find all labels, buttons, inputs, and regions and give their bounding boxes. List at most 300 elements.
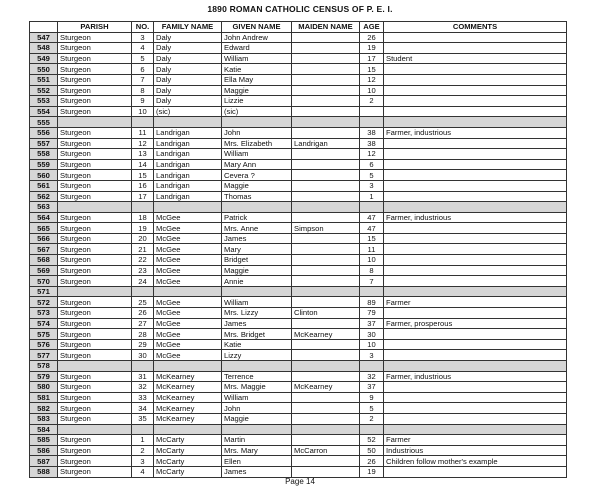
given-name-cell: Mrs. Maggie [222, 382, 292, 393]
age-cell [360, 286, 384, 297]
age-cell: 12 [360, 149, 384, 160]
number-cell: 5 [132, 53, 154, 64]
table-row [30, 308, 567, 319]
given-name-cell: Katie [222, 64, 292, 75]
age-cell: 10 [360, 85, 384, 96]
maiden-name-cell [292, 265, 360, 276]
comments-cell [384, 413, 567, 424]
age-cell: 2 [360, 413, 384, 424]
given-name-cell: Mrs. Mary [222, 445, 292, 456]
number-cell: 29 [132, 339, 154, 350]
page-footer: Page 14 [285, 477, 315, 486]
table-row [30, 392, 567, 403]
family-name-cell: McGee [154, 308, 222, 319]
comments-cell [384, 276, 567, 287]
family-name-cell: McCarty [154, 445, 222, 456]
given-name-cell: (sic) [222, 106, 292, 117]
comments-cell: Farmer, industrious [384, 371, 567, 382]
number-cell: 10 [132, 106, 154, 117]
row-number: 575 [30, 329, 58, 340]
row-number: 564 [30, 212, 58, 223]
parish-cell: Sturgeon [58, 413, 132, 424]
given-name-cell [222, 286, 292, 297]
header-row [30, 22, 567, 33]
comments-cell [384, 32, 567, 43]
given-name-cell: Katie [222, 339, 292, 350]
table-row [30, 138, 567, 149]
maiden-name-cell [292, 350, 360, 361]
table-row [30, 276, 567, 287]
table-row [30, 265, 567, 276]
age-cell: 3 [360, 180, 384, 191]
family-name-cell: McGee [154, 244, 222, 255]
family-name-cell: McCarty [154, 435, 222, 446]
number-cell: 28 [132, 329, 154, 340]
table-row [30, 85, 567, 96]
given-name-cell: Mrs. Anne [222, 223, 292, 234]
age-cell: 7 [360, 276, 384, 287]
parish-cell: Sturgeon [58, 180, 132, 191]
column-header-family-name: FAMILY NAME [154, 22, 222, 33]
parish-cell: Sturgeon [58, 212, 132, 223]
maiden-name-cell [292, 74, 360, 85]
parish-cell: Sturgeon [58, 339, 132, 350]
age-cell: 8 [360, 265, 384, 276]
number-cell: 33 [132, 392, 154, 403]
maiden-name-cell [292, 371, 360, 382]
table-row [30, 127, 567, 138]
comments-cell [384, 74, 567, 85]
table-row [30, 159, 567, 170]
row-number: 556 [30, 127, 58, 138]
age-cell: 19 [360, 43, 384, 54]
maiden-name-cell [292, 32, 360, 43]
maiden-name-cell: Simpson [292, 223, 360, 234]
row-number: 588 [30, 466, 58, 477]
comments-cell [384, 361, 567, 372]
comments-cell [384, 149, 567, 160]
column-header-age: AGE [360, 22, 384, 33]
parish-cell [58, 361, 132, 372]
age-cell: 52 [360, 435, 384, 446]
number-cell: 34 [132, 403, 154, 414]
row-number: 581 [30, 392, 58, 403]
table-row [30, 297, 567, 308]
parish-cell: Sturgeon [58, 244, 132, 255]
table-row [30, 403, 567, 414]
given-name-cell: Maggie [222, 265, 292, 276]
number-cell: 1 [132, 435, 154, 446]
number-cell: 14 [132, 159, 154, 170]
table-row [30, 456, 567, 467]
row-number: 553 [30, 96, 58, 107]
parish-cell: Sturgeon [58, 159, 132, 170]
family-name-cell: McKearney [154, 371, 222, 382]
number-cell: 31 [132, 371, 154, 382]
parish-cell: Sturgeon [58, 191, 132, 202]
number-cell: 19 [132, 223, 154, 234]
number-cell: 13 [132, 149, 154, 160]
age-cell: 26 [360, 456, 384, 467]
number-cell: 9 [132, 96, 154, 107]
comments-cell [384, 106, 567, 117]
parish-cell [58, 286, 132, 297]
maiden-name-cell [292, 159, 360, 170]
row-number: 550 [30, 64, 58, 75]
given-name-cell: Thomas [222, 191, 292, 202]
parish-cell: Sturgeon [58, 371, 132, 382]
table-row [30, 64, 567, 75]
maiden-name-cell [292, 392, 360, 403]
age-cell: 9 [360, 392, 384, 403]
table-row [30, 74, 567, 85]
comments-cell [384, 191, 567, 202]
given-name-cell: William [222, 297, 292, 308]
comments-cell [384, 392, 567, 403]
given-name-cell [222, 361, 292, 372]
comments-cell [384, 350, 567, 361]
number-cell: 18 [132, 212, 154, 223]
parish-cell: Sturgeon [58, 255, 132, 266]
parish-cell: Sturgeon [58, 318, 132, 329]
given-name-cell: Edward [222, 43, 292, 54]
family-name-cell: Daly [154, 53, 222, 64]
maiden-name-cell [292, 106, 360, 117]
comments-cell: Children follow mother's example [384, 456, 567, 467]
family-name-cell: Daly [154, 85, 222, 96]
parish-cell: Sturgeon [58, 329, 132, 340]
age-cell: 10 [360, 255, 384, 266]
given-name-cell: Bridget [222, 255, 292, 266]
given-name-cell: Lizzy [222, 350, 292, 361]
parish-cell: Sturgeon [58, 276, 132, 287]
maiden-name-cell [292, 255, 360, 266]
family-name-cell: Landrigan [154, 149, 222, 160]
number-cell: 22 [132, 255, 154, 266]
row-number: 551 [30, 74, 58, 85]
age-cell: 32 [360, 371, 384, 382]
parish-cell: Sturgeon [58, 53, 132, 64]
family-name-cell: Landrigan [154, 170, 222, 181]
row-number: 569 [30, 265, 58, 276]
parish-cell [58, 202, 132, 213]
maiden-name-cell [292, 212, 360, 223]
family-name-cell: Daly [154, 43, 222, 54]
family-name-cell: McCarty [154, 456, 222, 467]
family-name-cell: McGee [154, 212, 222, 223]
family-name-cell: Daly [154, 64, 222, 75]
number-cell: 23 [132, 265, 154, 276]
row-number: 558 [30, 149, 58, 160]
family-name-cell: McCarty [154, 466, 222, 477]
family-name-cell: Landrigan [154, 138, 222, 149]
comments-cell: Student [384, 53, 567, 64]
given-name-cell: Patrick [222, 212, 292, 223]
parish-cell: Sturgeon [58, 297, 132, 308]
table-row [30, 32, 567, 43]
row-number: 570 [30, 276, 58, 287]
table-row [30, 339, 567, 350]
table-row [30, 244, 567, 255]
number-cell [132, 202, 154, 213]
number-cell [132, 286, 154, 297]
table-row [30, 212, 567, 223]
comments-cell [384, 159, 567, 170]
age-cell: 26 [360, 32, 384, 43]
family-name-cell: Daly [154, 32, 222, 43]
table-row [30, 445, 567, 456]
given-name-cell: William [222, 392, 292, 403]
family-name-cell: Landrigan [154, 180, 222, 191]
table-row [30, 466, 567, 477]
maiden-name-cell [292, 339, 360, 350]
age-cell: 10 [360, 339, 384, 350]
given-name-cell: John [222, 127, 292, 138]
number-cell: 3 [132, 456, 154, 467]
comments-cell [384, 43, 567, 54]
number-cell [132, 361, 154, 372]
column-header-rownum [30, 22, 58, 33]
parish-cell: Sturgeon [58, 435, 132, 446]
maiden-name-cell [292, 361, 360, 372]
number-cell: 7 [132, 74, 154, 85]
row-number: 561 [30, 180, 58, 191]
row-number: 577 [30, 350, 58, 361]
family-name-cell [154, 117, 222, 128]
parish-cell: Sturgeon [58, 445, 132, 456]
number-cell: 12 [132, 138, 154, 149]
comments-cell [384, 424, 567, 435]
row-number: 584 [30, 424, 58, 435]
number-cell: 16 [132, 180, 154, 191]
row-number: 547 [30, 32, 58, 43]
comments-cell [384, 403, 567, 414]
table-row [30, 329, 567, 340]
age-cell: 50 [360, 445, 384, 456]
parish-cell: Sturgeon [58, 392, 132, 403]
row-number: 555 [30, 117, 58, 128]
family-name-cell: Landrigan [154, 159, 222, 170]
family-name-cell: McGee [154, 265, 222, 276]
number-cell: 35 [132, 413, 154, 424]
comments-cell: Industrious [384, 445, 567, 456]
row-number: 574 [30, 318, 58, 329]
age-cell: 47 [360, 223, 384, 234]
table-row [30, 202, 567, 213]
number-cell: 21 [132, 244, 154, 255]
row-number: 568 [30, 255, 58, 266]
comments-cell [384, 223, 567, 234]
row-number: 552 [30, 85, 58, 96]
age-cell: 38 [360, 127, 384, 138]
parish-cell: Sturgeon [58, 74, 132, 85]
table-row [30, 318, 567, 329]
given-name-cell: Martin [222, 435, 292, 446]
parish-cell: Sturgeon [58, 456, 132, 467]
given-name-cell: Maggie [222, 85, 292, 96]
table-row [30, 371, 567, 382]
family-name-cell: McGee [154, 339, 222, 350]
maiden-name-cell: McKearney [292, 329, 360, 340]
table-row [30, 96, 567, 107]
row-number: 566 [30, 233, 58, 244]
row-number: 562 [30, 191, 58, 202]
parish-cell: Sturgeon [58, 265, 132, 276]
row-number: 548 [30, 43, 58, 54]
number-cell: 27 [132, 318, 154, 329]
comments-cell [384, 117, 567, 128]
census-body [30, 32, 567, 477]
number-cell: 15 [132, 170, 154, 181]
maiden-name-cell: McCarron [292, 445, 360, 456]
family-name-cell: Landrigan [154, 191, 222, 202]
row-number: 549 [30, 53, 58, 64]
comments-cell [384, 233, 567, 244]
row-number: 554 [30, 106, 58, 117]
given-name-cell: Mary Ann [222, 159, 292, 170]
family-name-cell: Daly [154, 96, 222, 107]
comments-cell [384, 339, 567, 350]
comments-cell [384, 286, 567, 297]
comments-cell [384, 329, 567, 340]
table-row [30, 117, 567, 128]
given-name-cell: Ella May [222, 74, 292, 85]
parish-cell: Sturgeon [58, 233, 132, 244]
table-row [30, 435, 567, 446]
number-cell: 25 [132, 297, 154, 308]
number-cell: 20 [132, 233, 154, 244]
maiden-name-cell [292, 244, 360, 255]
comments-cell [384, 170, 567, 181]
number-cell: 4 [132, 43, 154, 54]
age-cell: 5 [360, 403, 384, 414]
table-row [30, 106, 567, 117]
maiden-name-cell [292, 413, 360, 424]
maiden-name-cell [292, 466, 360, 477]
row-number: 571 [30, 286, 58, 297]
row-number: 583 [30, 413, 58, 424]
given-name-cell: Mrs. Bridget [222, 329, 292, 340]
age-cell: 19 [360, 466, 384, 477]
row-number: 582 [30, 403, 58, 414]
census-table [29, 21, 567, 478]
family-name-cell: McGee [154, 276, 222, 287]
age-cell: 89 [360, 297, 384, 308]
table-row [30, 361, 567, 372]
given-name-cell: William [222, 149, 292, 160]
comments-cell [384, 64, 567, 75]
row-number: 587 [30, 456, 58, 467]
age-cell [360, 117, 384, 128]
age-cell: 5 [360, 170, 384, 181]
family-name-cell: (sic) [154, 106, 222, 117]
parish-cell: Sturgeon [58, 403, 132, 414]
given-name-cell: Cevera ? [222, 170, 292, 181]
parish-cell: Sturgeon [58, 138, 132, 149]
family-name-cell: Landrigan [154, 127, 222, 138]
row-number: 560 [30, 170, 58, 181]
age-cell [360, 106, 384, 117]
maiden-name-cell [292, 424, 360, 435]
maiden-name-cell [292, 297, 360, 308]
parish-cell [58, 117, 132, 128]
maiden-name-cell [292, 180, 360, 191]
given-name-cell: Maggie [222, 180, 292, 191]
given-name-cell: Annie [222, 276, 292, 287]
parish-cell: Sturgeon [58, 96, 132, 107]
table-row [30, 53, 567, 64]
maiden-name-cell [292, 117, 360, 128]
column-header-comments: COMMENTS [384, 22, 567, 33]
comments-cell [384, 180, 567, 191]
given-name-cell: Ellen [222, 456, 292, 467]
document-title: 1890 ROMAN CATHOLIC CENSUS OF P. E. I. [207, 4, 393, 14]
table-row [30, 191, 567, 202]
age-cell [360, 202, 384, 213]
age-cell: 38 [360, 138, 384, 149]
comments-cell [384, 244, 567, 255]
comments-cell: Farmer, industrious [384, 127, 567, 138]
given-name-cell: Maggie [222, 413, 292, 424]
row-number: 567 [30, 244, 58, 255]
comments-cell [384, 138, 567, 149]
parish-cell: Sturgeon [58, 308, 132, 319]
family-name-cell: McKearney [154, 403, 222, 414]
maiden-name-cell [292, 64, 360, 75]
number-cell: 2 [132, 445, 154, 456]
table-row [30, 223, 567, 234]
table-row [30, 413, 567, 424]
table-row [30, 170, 567, 181]
family-name-cell: Daly [154, 74, 222, 85]
maiden-name-cell: McKearney [292, 382, 360, 393]
age-cell [360, 424, 384, 435]
given-name-cell [222, 202, 292, 213]
age-cell: 1 [360, 191, 384, 202]
comments-cell [384, 255, 567, 266]
given-name-cell: Mrs. Elizabeth [222, 138, 292, 149]
maiden-name-cell [292, 286, 360, 297]
row-number: 565 [30, 223, 58, 234]
number-cell: 26 [132, 308, 154, 319]
number-cell: 11 [132, 127, 154, 138]
age-cell: 17 [360, 53, 384, 64]
parish-cell: Sturgeon [58, 350, 132, 361]
family-name-cell: McKearney [154, 392, 222, 403]
age-cell: 30 [360, 329, 384, 340]
table-row [30, 382, 567, 393]
maiden-name-cell [292, 456, 360, 467]
given-name-cell: Lizzie [222, 96, 292, 107]
maiden-name-cell: Landrigan [292, 138, 360, 149]
family-name-cell [154, 361, 222, 372]
number-cell: 30 [132, 350, 154, 361]
age-cell: 15 [360, 233, 384, 244]
number-cell: 8 [132, 85, 154, 96]
given-name-cell: James [222, 233, 292, 244]
family-name-cell: McGee [154, 233, 222, 244]
number-cell [132, 424, 154, 435]
given-name-cell: James [222, 466, 292, 477]
given-name-cell: John [222, 403, 292, 414]
row-number: 572 [30, 297, 58, 308]
table-row [30, 233, 567, 244]
maiden-name-cell [292, 43, 360, 54]
given-name-cell [222, 424, 292, 435]
row-number: 578 [30, 361, 58, 372]
maiden-name-cell [292, 149, 360, 160]
maiden-name-cell [292, 403, 360, 414]
